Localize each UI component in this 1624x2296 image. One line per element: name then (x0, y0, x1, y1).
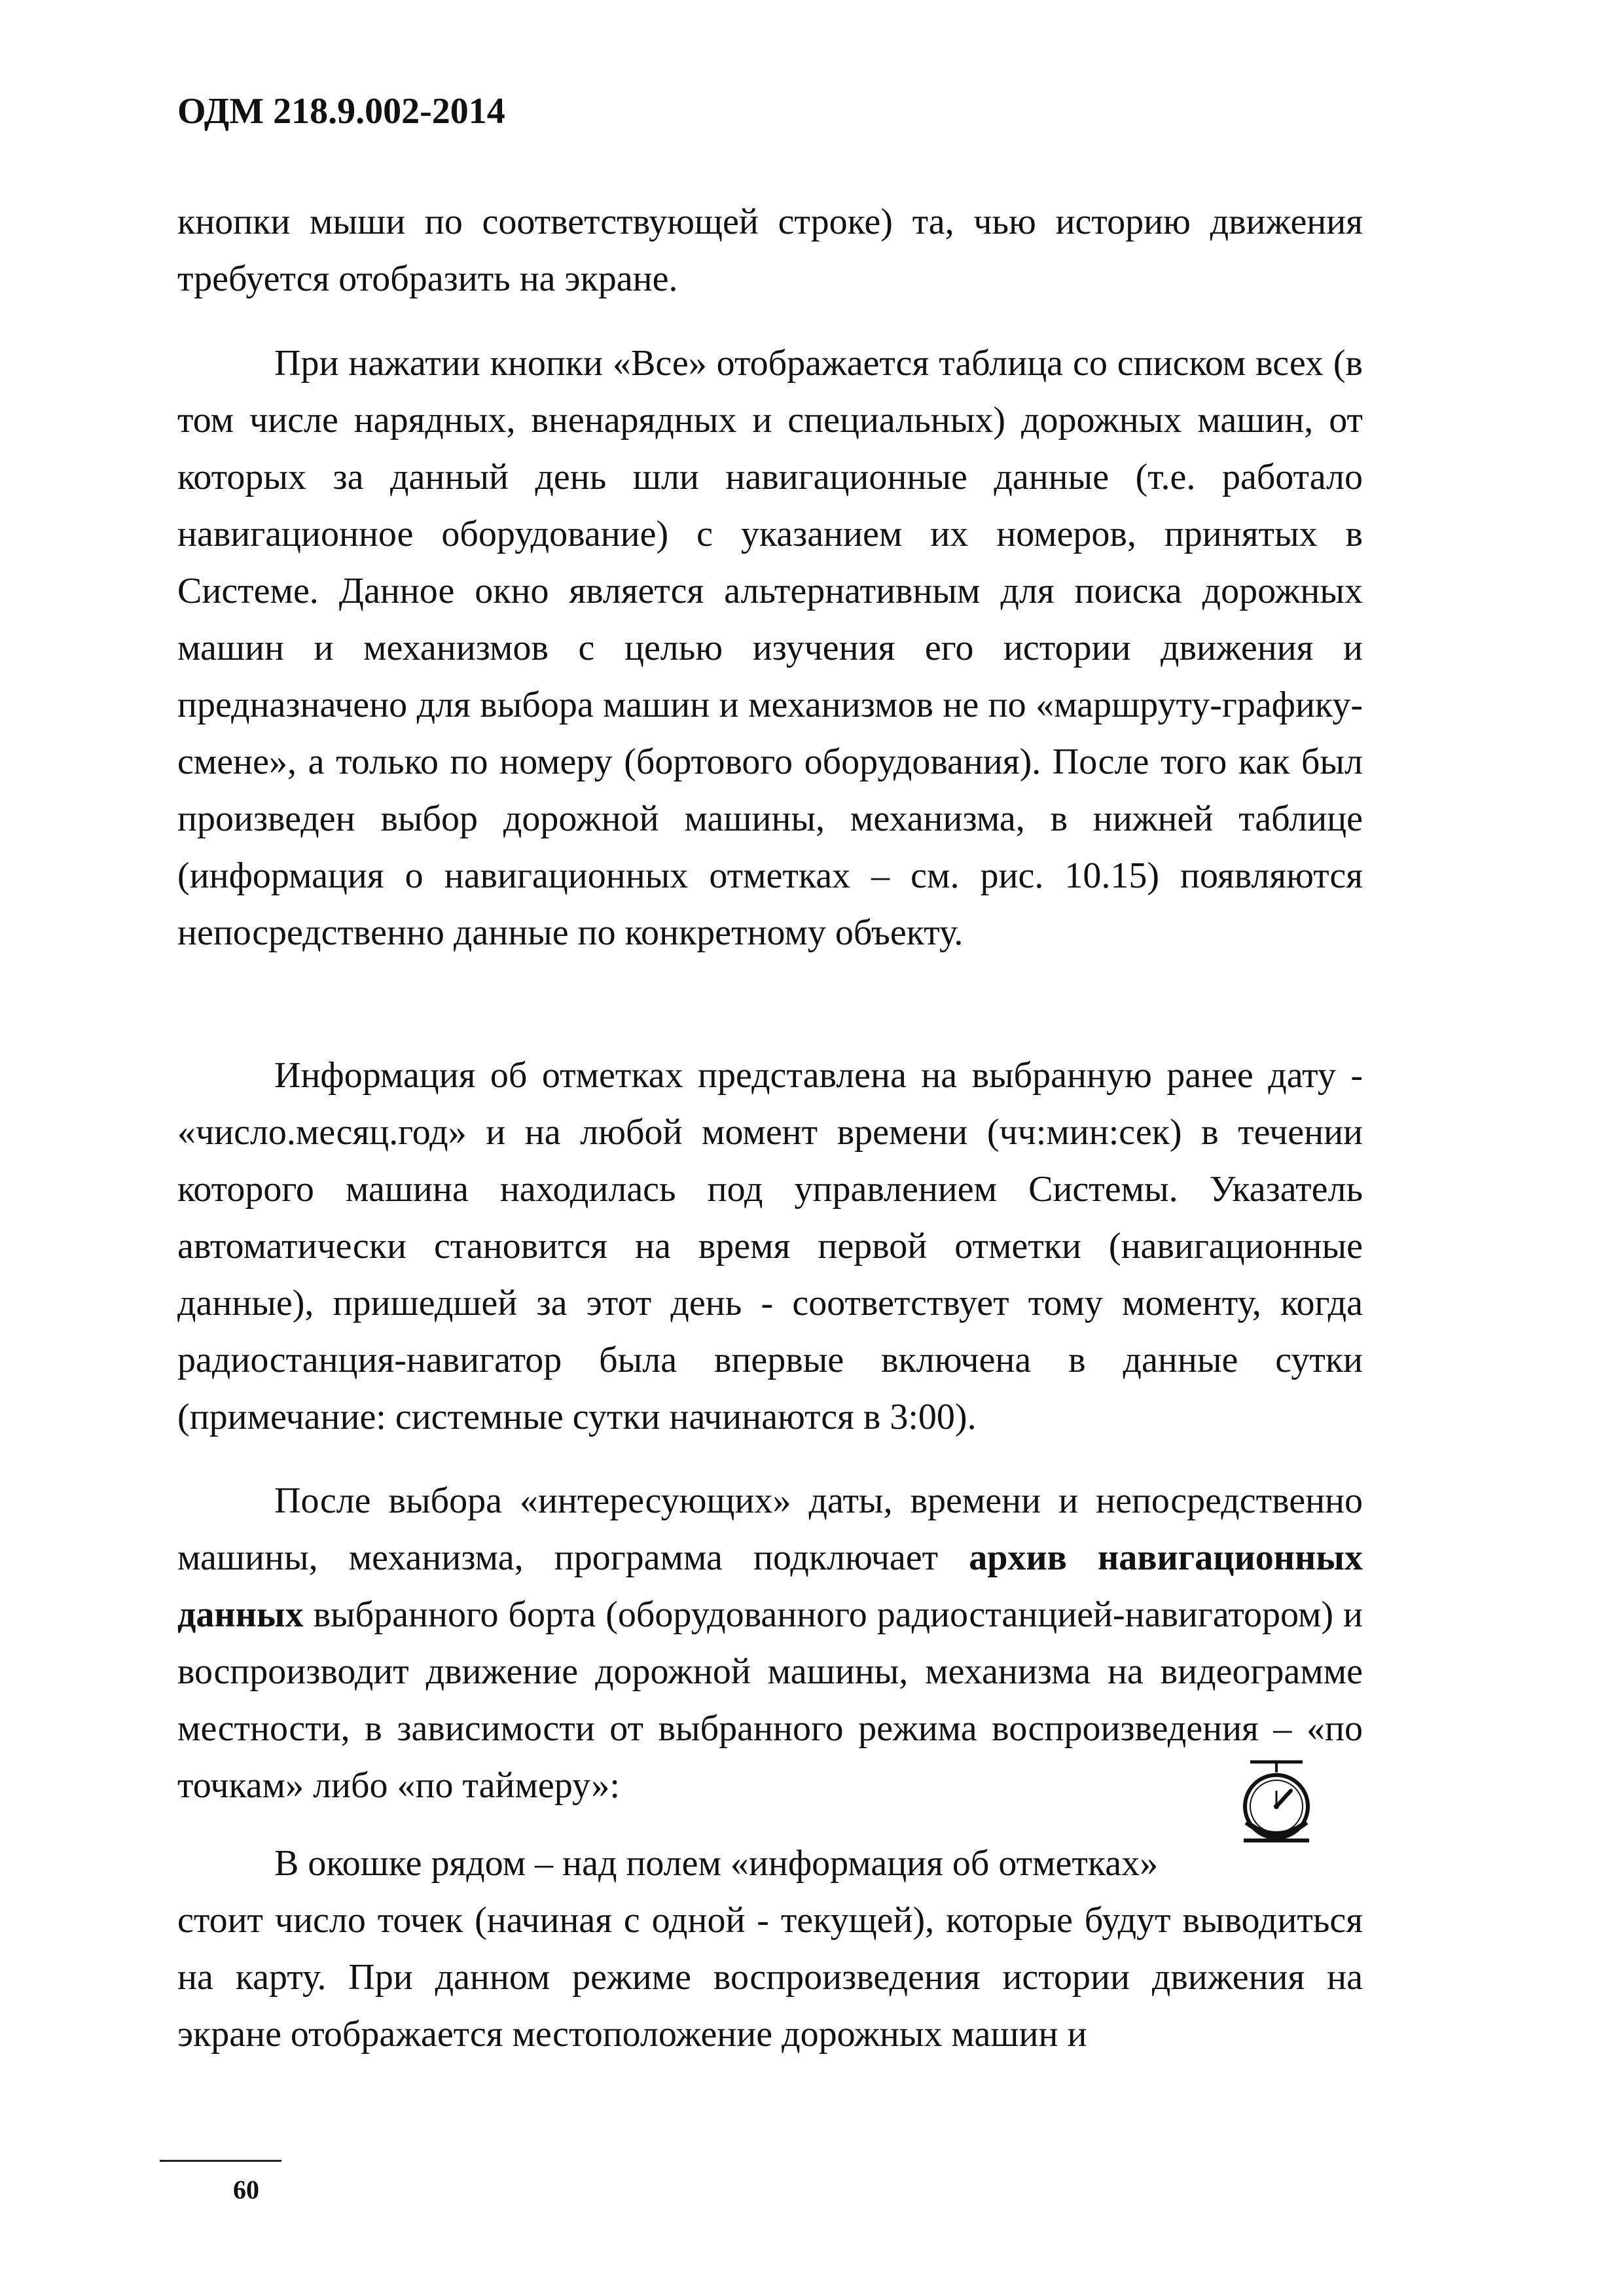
document-code-header: ОДМ 218.9.002-2014 (177, 91, 505, 132)
page-number: 60 (233, 2175, 259, 2204)
archive-term-bold: архив навигационных данных (177, 1537, 1363, 1635)
paragraph-marks-info: Информация об отметках представлена на выбранную ранее дату - «число.месяц.год» и на любой момент времени (чч:мин:сек) в течении которого машина находилась под управлением Системы. Указатель автоматически становится на время первой отметки (навигационные данные), пришедшей за этот день - соответствует тому моменту, когда радиостанция-навигатор была впервые включена в данные сутки (примечание: системные сутки начинаются в 3:00). (177, 1055, 1363, 1437)
paragraph-points-line1: В окошке рядом – над полем «информация об отметках» (274, 1843, 1159, 1884)
paragraph-all-button: При нажатии кнопки «Все» отображается таблица со списком всех (в том числе нарядных, вненарядных и специальных) дорожных машин, от которых за данный день шли навигационные данные (т.е. работало навигационное оборудование) с указанием их номеров, принятых в Системе. Данное окно является альтернативным для поиска дорожных машин и механизмов с целью изучения его истории движения и предназначено для выбора машин и механизмов не по «маршруту-графику-смене», а только по номеру (бортового оборудования). После того как был произведен выбор дорожной машины, механизма, в нижней таблице (информация о навигационных отметках – см. рис. 10.15) появляются непосредственно данные по конкретному объекту. (177, 343, 1363, 953)
paragraph-archive-end: выбранного борта (оборудованного радиостанцией-навигатором) и воспроизводит движение дорожной машины, механизма на видеограмме местности, в зависимости от выбранного режима воспроизведения – «по точкам» либо «по таймеру»: (177, 1594, 1363, 1806)
paragraph-continuation: кнопки мыши по соответствующей строке) та, чью историю движения требуется отобразить на экране. (177, 202, 1363, 299)
paragraph-archive (177, 1473, 1363, 1814)
footer-divider (160, 2160, 281, 2162)
paragraph-archive-start: После выбора «интересующих» даты, времени и непосредственно машины, механизма, программа подключает (177, 1480, 1363, 1578)
paragraph-points-rest: стоит число точек (начиная с одной - текущей), которые будут выводиться на карту. При данном режиме воспроизведения истории движения на экране отображается местоположение дорожных машин и (177, 1900, 1363, 2054)
